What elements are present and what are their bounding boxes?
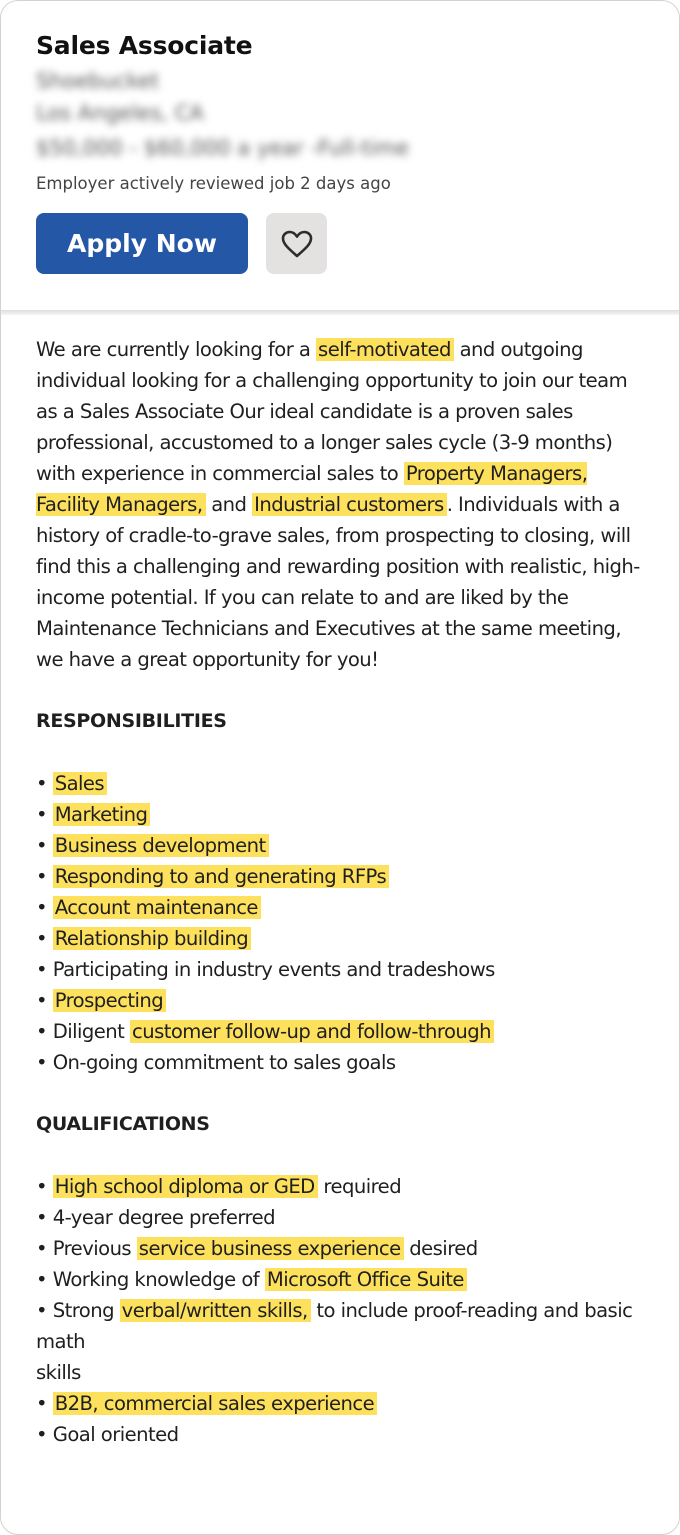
highlight-keyword: Sales [53, 772, 107, 795]
save-job-button[interactable] [266, 213, 327, 274]
bullet: • [36, 772, 53, 795]
bullet: • [36, 1299, 53, 1322]
bullet: • [36, 1268, 53, 1291]
bullet: • [36, 1175, 53, 1198]
bullet: • [36, 1237, 53, 1260]
list-item-text: Goal oriented [52, 1423, 179, 1446]
list-item [36, 861, 646, 892]
list-item [36, 985, 646, 1016]
list-item-text: Participating in industry events and tradeshows [52, 958, 495, 981]
apply-now-button[interactable]: Apply Now [36, 213, 248, 274]
bullet: • [36, 1423, 53, 1446]
bullet: • [36, 803, 53, 826]
list-item [36, 799, 646, 830]
intro-text: We are currently looking for a [36, 338, 317, 361]
highlight-keyword: service business experience [137, 1237, 404, 1260]
bullet: • [36, 896, 53, 919]
bullet: • [36, 1392, 53, 1415]
bullet: • [36, 1020, 53, 1043]
highlight-keyword: verbal/written skills, [120, 1299, 311, 1322]
highlight-keyword: customer follow-up and follow-through [130, 1020, 494, 1043]
list-item [36, 892, 646, 923]
list-item [36, 1357, 646, 1388]
highlight-keyword: Property Managers, Facility Managers, [36, 462, 588, 516]
responsibilities-list [36, 768, 646, 1078]
bullet: • [36, 989, 53, 1012]
highlight-keyword: Responding to and generating RFPs [53, 865, 389, 888]
bullet: • [36, 865, 53, 888]
list-item-text: Working knowledge of [52, 1268, 265, 1291]
list-item-text: 4-year degree preferred [52, 1206, 275, 1229]
highlight-keyword: Microsoft Office Suite [265, 1268, 467, 1291]
list-item [36, 1016, 646, 1047]
list-item-text: desired [403, 1237, 478, 1260]
highlight-keyword: B2B, commercial sales experience [53, 1392, 377, 1415]
highlight-keyword: Business development [53, 834, 269, 857]
highlight-keyword: Prospecting [53, 989, 167, 1012]
list-item-text: On-going commitment to sales goals [52, 1051, 396, 1074]
list-item [36, 1171, 646, 1202]
responsibilities-heading: RESPONSIBILITIES [36, 710, 227, 732]
highlight-keyword: Marketing [53, 803, 151, 826]
bullet: • [36, 927, 53, 950]
reviewed-status: Employer actively reviewed job 2 days ago [36, 174, 391, 193]
list-item [36, 1264, 646, 1295]
job-title: Sales Associate [36, 31, 253, 60]
list-item [36, 923, 646, 954]
intro-paragraph [36, 334, 646, 675]
list-item [36, 1233, 646, 1264]
list-item [36, 1047, 646, 1078]
list-item-text: Previous [52, 1237, 137, 1260]
bullet: • [36, 958, 53, 981]
intro-text: . Individuals with a history of cradle-to-grave sales, from prospecting to closing, will find this a challenging and rewarding position with realistic, high-income potential. If you can relate to and are liked by the Maintenance Technicians and Executives at the same meeting, we have a great opportunity for you! [36, 493, 640, 671]
intro-text: and outgoing individual looking for a challenging opportunity to join our team as a Sales Associate Our ideal candidate is a proven sales professional, accustomed to a longer sales cycle (3-9 months) with experience in commercial sales to [36, 338, 628, 485]
list-item [36, 1295, 646, 1357]
list-item [36, 768, 646, 799]
job-location: Los Angeles, CA [36, 101, 204, 125]
job-description [36, 334, 646, 1450]
highlight-keyword: self-motivated [316, 338, 454, 361]
list-item [36, 830, 646, 861]
bullet: • [36, 834, 53, 857]
highlight-keyword: Relationship building [53, 927, 251, 950]
highlight-keyword: Account maintenance [53, 896, 261, 919]
list-item [36, 1202, 646, 1233]
heart-icon [280, 229, 314, 259]
highlight-keyword: Industrial customers [252, 493, 447, 516]
list-item [36, 954, 646, 985]
intro-text: and [205, 493, 253, 516]
job-pay-type: $50,000 - $60,000 a year -Full-time [36, 136, 409, 160]
list-item-text: Diligent [52, 1020, 130, 1043]
header-divider [1, 310, 679, 315]
bullet: • [36, 1206, 53, 1229]
job-header [1, 1, 679, 311]
qualifications-list [36, 1171, 646, 1450]
list-item [36, 1419, 646, 1450]
list-item-text: skills [36, 1361, 81, 1384]
list-item-text: Strong [52, 1299, 120, 1322]
highlight-keyword: High school diploma or GED [53, 1175, 318, 1198]
list-item-text: required [317, 1175, 402, 1198]
company-name[interactable]: Shoebucket [36, 69, 160, 93]
list-item-text: to include proof-reading and basic math [36, 1299, 633, 1353]
bullet: • [36, 1051, 53, 1074]
list-item [36, 1388, 646, 1419]
qualifications-heading: QUALIFICATIONS [36, 1113, 210, 1135]
